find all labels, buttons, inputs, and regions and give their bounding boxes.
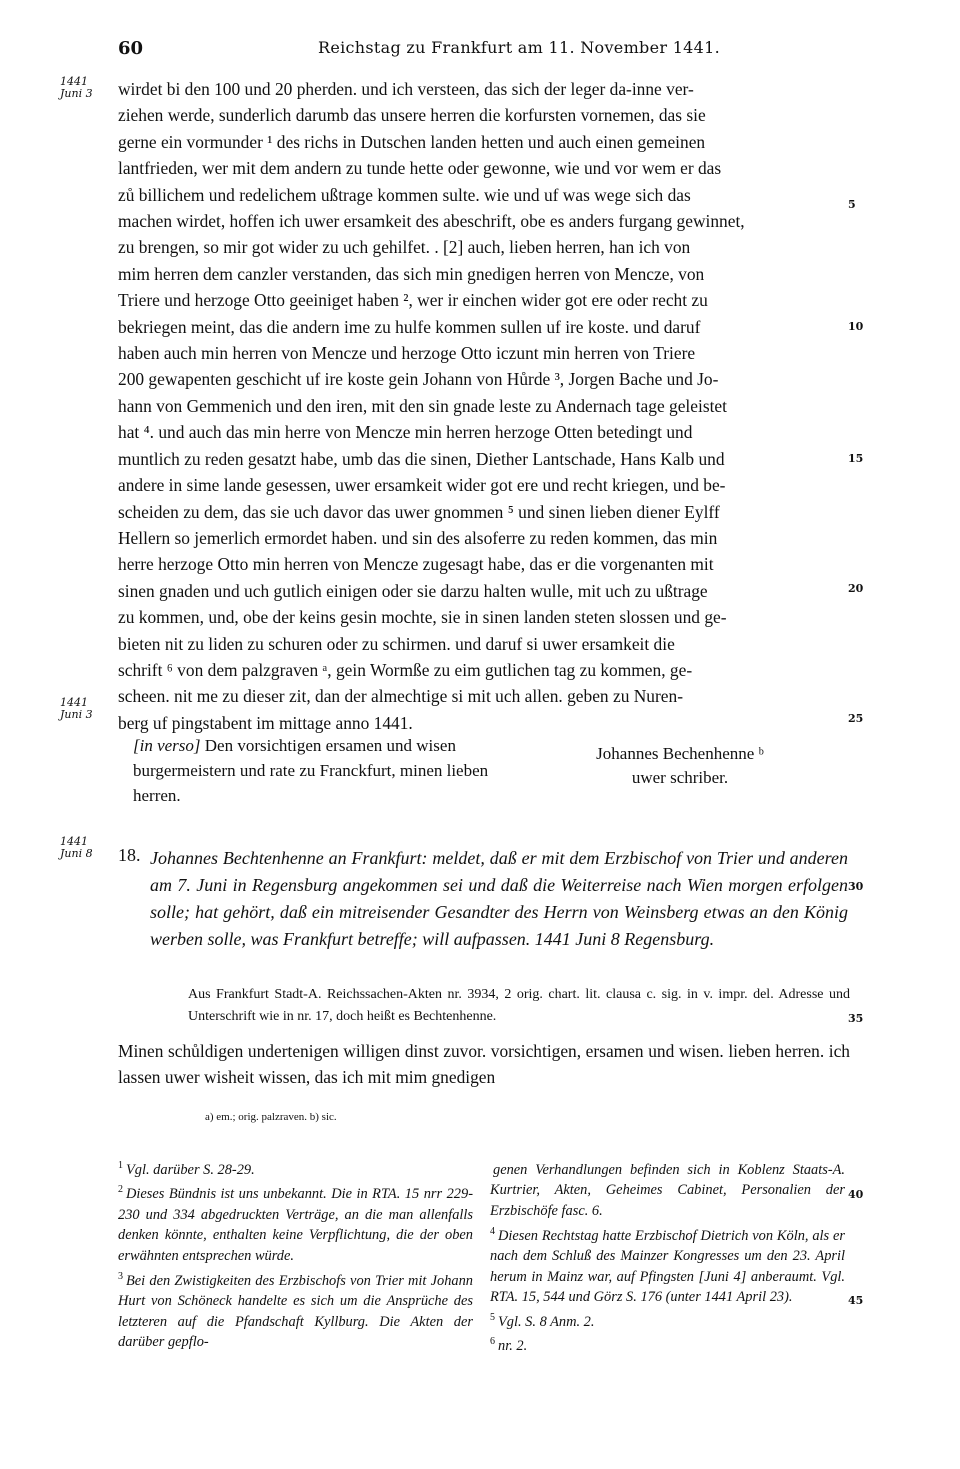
textual-notes: a) em.; orig. palzraven. b) sic. — [205, 1111, 337, 1123]
line-number: 35 — [848, 1012, 864, 1025]
text-line: muntlich zu reden gesatzt habe, umb das die sinen, Diether Lantschade, Hans Kalb und — [118, 448, 725, 469]
text-line: andere in sime lande gesessen, uwer ersamkeit wider got ere und recht kriegen, und be- — [118, 475, 726, 496]
text-line: zu kommen, und, obe der keins gesin mochte, sie in sinen landen steten slossen und ge- — [118, 607, 727, 628]
text-line: sinen gnaden und uch gutlich einigen oder sie darzu halten wulle, mit uch zu ußtrage — [118, 580, 708, 601]
line-number: 45 — [848, 1294, 864, 1307]
text-line: bekriegen meint, das die andern ime zu hulfe kommen sullen uf ire koste. und daruf — [118, 316, 701, 337]
page-number: 60 — [118, 38, 144, 59]
letter-text: Minen schůldigen undertenigen willigen dinst zuvor. vorsichtigen, ersamen und wisen. lieben herren. ich lassen uwer wisheit wissen, das ich mit mim gnedigen — [118, 1041, 850, 1087]
margin-date: 1441 Juni 8 — [60, 835, 93, 860]
footnote: $^2$ Dieses Bündnis ist uns unbekannt. Die in RTA. 15 nrr 229-230 und 334 abgedruckten Verträge, an die man allenfalls denken könnte, enthalten keine Verpflichtung, die der oben erwähnten entsprechen würde. — [118, 1184, 473, 1264]
footnotes-right-column — [490, 1156, 845, 1357]
text-line: zu brengen, so mir got wider zu uch gehilfet. . [2] auch, lieben herren, han ich von — [118, 237, 691, 258]
margin-date: 1441 Juni 3 — [60, 75, 93, 100]
letter-body — [118, 76, 850, 736]
document-summary: Johannes Bechtenhenne an Frankfurt: meldet, daß er mit dem Erzbischof von Trier und anderen am 7. Juni in Regensburg angekommen sei und daß die Weiterreise nach Wien morgen erfolgen solle; hat gehört, daß ein mitreisender Gesandter des Herrn von Weinsberg etwas an den König werben solle, was Frankfurt betreffe; will aufpassen. 1441 Juni 8 Regensburg. — [150, 848, 848, 949]
text-line: hat ⁴. und auch das min herre von Mencze min herren herzoge Otten betedingt und — [118, 422, 693, 443]
page-header — [118, 38, 848, 62]
text-line: Triere und herzoge Otto geeiniget haben ², wer ir einchen wider got ere oder recht zu — [118, 290, 708, 311]
text-line: ziehen werde, sunderlich darumb das unsere herren die korfursten vornemen, das sie — [118, 105, 706, 126]
signature-role: uwer schriber. — [631, 768, 729, 787]
footnote: $^1$ Vgl. darüber S. 28-29. — [118, 1160, 255, 1178]
address-text: Den vorsichtigen ersamen und wisen burgermeistern und rate zu Franckfurt, minen lieben herren. — [133, 736, 489, 805]
text-line: 200 gewapenten geschicht uf ire koste gein Johann von Hůrde ³, Jorgen Bache und Jo- — [118, 369, 719, 390]
text-line: haben auch min herren von Mencze und herzoge Otto iczunt min herren von Triere — [118, 343, 696, 364]
line-number: 40 — [848, 1188, 864, 1201]
text-line: machen wirdet, hoffen ich uwer ersamkeit des abeschrift, obe es anders furgang gewinnet, — [118, 211, 745, 232]
signature-name: Johannes Bechenhenne ᵇ — [596, 744, 764, 763]
text-line: lantfrieden, wer mit dem andern zu tunde hette oder gewonne, wie und vor wem er das — [118, 158, 722, 179]
text-line: scheen. nit me zu dieser zit, dan der almechtige si mit uch allen. geben zu Nuren- — [118, 686, 683, 707]
line-number: 30 — [848, 880, 864, 893]
address-block — [133, 733, 493, 808]
text-line: bieten nit zu liden zu schuren oder zu schirmen. und daruf si uwer ersamkeit die — [118, 633, 675, 654]
in-verso-note: [in verso] — [133, 736, 201, 755]
signature-block — [540, 742, 820, 790]
text-line: Hellern so jemerlich ermordet haben. und sin des alsoferre zu reden kommen, das min — [118, 527, 718, 548]
footnote: $^4$ Diesen Rechtstag hatte Erzbischof Dietrich von Köln, als er nach dem Schluß des Mainzer Kongresses um den 23. April herum in Mainz war, auf Pfingsten [Juni 4] anberaumt. Vgl. RTA. 15, 544 und Görz S. 176 (unter 1441 April 23). — [490, 1225, 845, 1306]
footnote: $^6$ nr. 2. — [490, 1336, 528, 1354]
text-line: zů billichem und redelichem ußtrage kommen sulte. wie und uf was wege sich das — [118, 184, 691, 205]
text-line: berg uf pingstabent im mittage anno 1441. — [118, 712, 413, 733]
text-line: mim herren dem canzler verstanden, das sich min gnedigen herren von Mencze, von — [118, 263, 705, 284]
text-line: schrift ⁶ von dem palzgraven ᵃ, gein Wormße zu eim gutlichen tag zu kommen, ge- — [118, 659, 693, 680]
text-line: gerne ein vormunder ¹ des richs in Dutschen landen hetten und auch einen gemeinen — [118, 131, 706, 152]
document-number: 18. — [118, 845, 141, 865]
running-head: Reichstag zu Frankfurt am 11. November 1441. — [318, 38, 720, 57]
line-number: 20 — [848, 582, 864, 595]
line-number: 5 — [848, 198, 856, 211]
footnote: $^3$ Bei den Zwistigkeiten des Erzbischofs von Trier mit Johann Hurt von Schöneck handelte es sich um die Ansprüche des letzteren auf die Pfandschaft Kyllburg. Die Akten der darüber gepflo- — [118, 1270, 473, 1351]
text-line: scheiden zu dem, das sie uch davor das uwer gnommen ⁵ und sinen lieben diener Eylff — [118, 501, 720, 522]
line-number: 25 — [848, 712, 864, 725]
margin-date: 1441 Juni 3 — [60, 696, 93, 721]
text-line: hann von Gemmenich und den iren, mit den sin gnade leste zu Andernach tage geleistet — [118, 395, 727, 416]
text-line: wirdet bi den 100 und 20 pherden. und ich versteen, das sich der leger da-inne ver- — [118, 79, 694, 99]
text-line: herre herzoge Otto min herren von Mencze zugesagt habe, das er die vorgenanten mit — [118, 554, 714, 575]
line-number: 15 — [848, 452, 864, 465]
line-number: 10 — [848, 320, 864, 333]
footnote: $^5$ Vgl. S. 8 Anm. 2. — [490, 1311, 595, 1330]
footnotes-left-column — [118, 1156, 473, 1353]
source-note: Aus Frankfurt Stadt-A. Reichssachen-Akten nr. 3934, 2 orig. chart. lit. clausa c. sig. in v. impr. del. Adresse und Unterschrift wie in nr. 17, doch heißt es Bechtenhenne. — [188, 987, 850, 1024]
footnote: genen Verhandlungen befinden sich in Koblenz Staats-A. Kurtrier, Akten, Geheimes Cabinet, Personalien der Erzbischöfe fasc. 6. — [490, 1161, 845, 1219]
